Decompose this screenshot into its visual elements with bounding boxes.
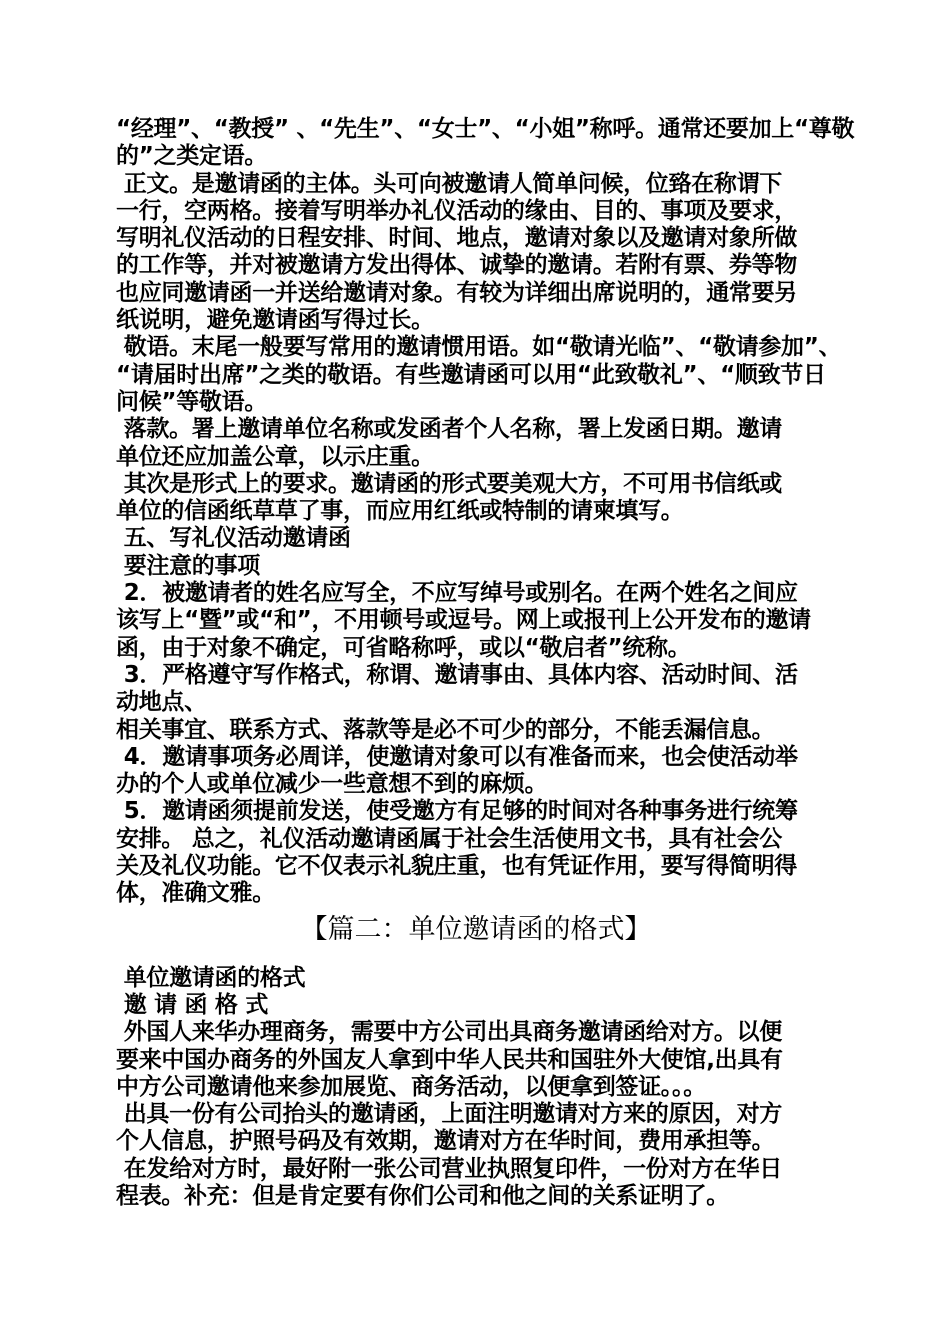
text-line: 5．邀请函须提前发送，使受邀方有足够的时间对各种事务进行统筹 [116,798,798,825]
text-line: 个人信息，护照号码及有效期，邀请对方在华时间，费用承担等。 [116,1128,775,1155]
text-line: 安排。 总之，礼仪活动邀请函属于社会生活使用文书，具有社会公 [116,825,783,852]
body-text-part2 [116,965,836,1211]
text-line: 五、写礼仪活动邀请函 [116,525,351,552]
section-heading: 【篇二：单位邀请函的格式】 [300,913,652,945]
body-text-part1 [116,116,855,908]
text-line: 该写上“暨”或“和”，不用顿号或逗号。网上或报刊上公开发布的邀请 [116,607,811,634]
text-line: 单位的信函纸草草了事，而应用红纸或特制的请柬填写。 [116,498,684,525]
text-line: “请届时出席”之类的敬语。有些邀请函可以用“此致敬礼”、“顺致节日 [116,361,826,388]
text-line: 出具一份有公司抬头的邀请函，上面注明邀请对方来的原因，对方 [116,1101,783,1128]
text-line: 外国人来华办理商务，需要中方公司出具商务邀请函给对方。以便 [116,1019,783,1046]
text-line: 动地点、 [116,689,207,716]
text-line: 体，准确文雅。 [116,880,275,907]
document-page [116,116,855,1210]
text-line: 单位还应加盖公章，以示庄重。 [116,443,434,470]
text-line: 2．被邀请者的姓名应写全，不应写绰号或别名。在两个姓名之间应 [116,580,798,607]
text-line: 程表。补充：但是肯定要有你们公司和他之间的关系证明了。 [116,1182,729,1209]
text-line: 落款。署上邀请单位名称或发函者个人名称，署上发函日期。邀请 [116,416,783,443]
text-line: 的工作等，并对被邀请方发出得体、诚挚的邀请。若附有票、券等物 [116,252,798,279]
text-line: 纸说明，避免邀请函写得过长。 [116,307,434,334]
text-line: 的”之类定语。 [116,143,268,170]
text-line: 函，由于对象不确定，可省略称呼，或以“敬启者”统称。 [116,634,691,661]
text-line: 关及礼仪功能。它不仅表示礼貌庄重，也有凭证作用，要写得简明得 [116,853,798,880]
text-line: 一行，空两格。接着写明举办礼仪活动的缘由、目的、事项及要求， [116,197,798,224]
text-line: 敬语。末尾一般要写常用的邀请惯用语。如“敬请光临”、“敬请参加”、 [116,334,842,361]
text-line: 相关事宜、联系方式、落款等是必不可少的部分，不能丢漏信息。 [116,716,775,743]
text-line: 写明礼仪活动的日程安排、时间、地点，邀请对象以及邀请对象所做 [116,225,798,252]
text-line: 办的个人或单位减少一些意想不到的麻烦。 [116,771,548,798]
text-line: 问候”等敬语。 [116,388,268,415]
text-line: 3．严格遵守写作格式，称谓、邀请事由、具体内容、活动时间、活 [116,661,798,688]
text-line: 4．邀请事项务必周详，使邀请对象可以有准备而来，也会使活动举 [116,743,798,770]
text-line: 其次是形式上的要求。邀请函的形式要美观大方，不可用书信纸或 [116,470,783,497]
text-line: 要来中国办商务的外国友人拿到中华人民共和国驻外大使馆,出具有 [116,1046,783,1073]
text-line: 也应同邀请函一并送给邀请对象。有较为详细出席说明的，通常要另 [116,279,798,306]
text-line: 要注意的事项 [116,552,260,579]
text-line: “经理”、“教授” 、“先生”、“女士”、“小姐”称呼。通常还要加上“尊敬 [116,116,855,142]
text-line: 中方公司邀请他来参加展览、商务活动，以便拿到签证。。。 [116,1073,706,1100]
text-line: 邀 请 函 格 式 [116,991,269,1018]
text-line: 正文。是邀请函的主体。头可向被邀请人简单问候，位臵在称谓下 [116,170,783,197]
text-line: 在发给对方时，最好附一张公司营业执照复印件，一份对方在华日 [116,1155,783,1182]
text-line: 单位邀请函的格式 [116,964,306,991]
